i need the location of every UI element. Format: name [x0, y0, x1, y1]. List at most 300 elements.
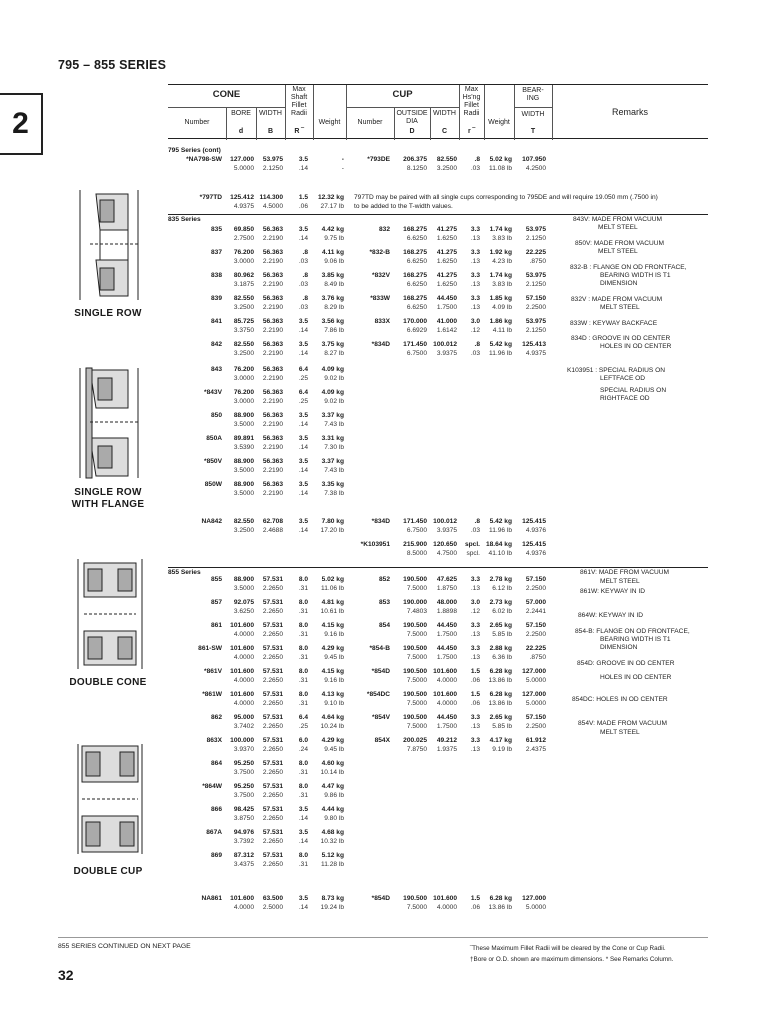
bore-value: 89.891 — [233, 435, 254, 442]
od-value: 171.450 — [403, 518, 427, 525]
wt-value: 3.75 kg — [321, 341, 344, 348]
bore-value: 88.900 — [233, 458, 254, 465]
C-value: 1.8898 — [436, 608, 457, 615]
bore-value: 3.8750 — [233, 815, 254, 822]
bearing-header-1: BEAR- — [522, 87, 544, 94]
width-value: 2.2650 — [262, 746, 283, 753]
od-value: 6.7500 — [406, 527, 427, 534]
wt-value: 9.06 lb — [324, 258, 344, 265]
width-value: 2.2190 — [262, 327, 283, 334]
width-value: 57.531 — [262, 668, 283, 675]
R-value: .31 — [298, 608, 308, 615]
wt-value: 9.75 lb — [324, 235, 344, 242]
wt-value: 7.43 lb — [324, 421, 344, 428]
R-value: .31 — [298, 700, 308, 707]
cwt-value: 3.83 lb — [492, 235, 512, 242]
cone-number: 857 — [210, 599, 222, 606]
cup-number: *834D — [371, 341, 390, 348]
R-value: .8 — [302, 249, 308, 256]
C-value: 1.6250 — [436, 258, 457, 265]
cone-number: *NA798-SW — [186, 156, 222, 163]
R-value: 8.0 — [298, 645, 308, 652]
cone-number: 843 — [210, 366, 222, 373]
wt-value: 9.86 lb — [324, 792, 344, 799]
r-value: .06 — [470, 677, 480, 684]
footer-rule — [58, 937, 708, 938]
C-value: 1.7500 — [436, 654, 457, 661]
T-value: .8750 — [529, 258, 546, 265]
R-value: 3.5 — [298, 156, 308, 163]
r-value: .06 — [470, 700, 480, 707]
bearing-width-header: WIDTH — [521, 111, 545, 118]
width-value: 56.363 — [262, 481, 283, 488]
od-value: 6.6250 — [406, 281, 427, 288]
cup-number: *854V — [372, 714, 390, 721]
wt-value: 9.45 lb — [324, 746, 344, 753]
remark-line: BEARING WIDTH IS T1 — [600, 636, 671, 643]
T-value: 125.415 — [522, 541, 546, 548]
width-value: 53.975 — [262, 156, 283, 163]
R-value: .14 — [298, 350, 308, 357]
r-value: 3.3 — [470, 622, 480, 629]
r-value: 3.3 — [470, 576, 480, 583]
diagram-label-line-1: SINGLE ROW — [74, 487, 142, 498]
od-value: 8.1250 — [406, 165, 427, 172]
T-value: 53.975 — [525, 272, 546, 279]
table-header — [168, 84, 708, 139]
wt-value: 11.28 lb — [321, 861, 344, 868]
cup-weight-header: Weight — [488, 119, 510, 126]
bore-value: 3.0000 — [233, 398, 254, 405]
r-value: 1.5 — [470, 668, 480, 675]
C-value: 41.275 — [436, 249, 457, 256]
C-value: 4.7500 — [436, 550, 457, 557]
cwt-value: 2.78 kg — [489, 576, 512, 583]
bore-value: 4.0000 — [233, 904, 254, 911]
wt-value: 4.42 kg — [321, 226, 344, 233]
T-value: 57.000 — [525, 599, 546, 606]
T-value: 107.950 — [522, 156, 546, 163]
cwt-value: 1.74 kg — [489, 226, 512, 233]
bore-value: 3.0000 — [233, 258, 254, 265]
R-value: .25 — [298, 375, 308, 382]
od-value: 7.5000 — [406, 654, 427, 661]
width-value: 2.2190 — [262, 235, 283, 242]
cup-number: 853 — [378, 599, 390, 606]
wt-value: 3.37 kg — [321, 458, 344, 465]
cone-number: 869 — [210, 852, 222, 859]
cwt-value: 6.28 kg — [489, 668, 512, 675]
bore-value: 88.900 — [233, 576, 254, 583]
T-value: 4.9376 — [525, 550, 546, 557]
cup-header: CUP — [392, 89, 413, 100]
remark-line: SPECIAL RADIUS ON — [600, 387, 667, 394]
bore-value: 125.412 — [230, 194, 254, 201]
cwt-value: 5.42 kg — [489, 518, 512, 525]
wt-value: 5.02 kg — [321, 576, 344, 583]
wt-value: 3.31 kg — [321, 435, 344, 442]
width-value: 57.531 — [262, 645, 283, 652]
cup-number: *832V — [372, 272, 390, 279]
width-value: 56.363 — [262, 318, 283, 325]
width-value: 2.2190 — [262, 281, 283, 288]
max-shaft-4: Radii — [291, 110, 307, 117]
wt-value: 11.06 lb — [321, 585, 344, 592]
cup-number: *793DE — [367, 156, 390, 163]
cwt-value: 4.23 lb — [492, 258, 512, 265]
bore-value: 98.425 — [233, 806, 254, 813]
bore-value: 95.250 — [233, 760, 254, 767]
od-value: 190.500 — [403, 895, 427, 902]
remark-line: MELT STEEL — [598, 224, 638, 231]
R-value: .8 — [302, 295, 308, 302]
cone-number: 835 — [210, 226, 222, 233]
cup-number-header: Number — [357, 119, 383, 126]
max-hsng-3: Fillet — [464, 102, 479, 109]
R-value: .14 — [298, 467, 308, 474]
od-value: 190.500 — [403, 622, 427, 629]
T-value: 2.4375 — [525, 746, 546, 753]
C-value: 41.000 — [436, 318, 457, 325]
width-value: 2.2650 — [262, 700, 283, 707]
remark-line: 832V : MADE FROM VACUUM — [571, 296, 663, 303]
wt-value: 7.30 lb — [324, 444, 344, 451]
r-value: 3.3 — [470, 295, 480, 302]
bore-value: 3.2500 — [233, 304, 254, 311]
od-value: 190.500 — [403, 645, 427, 652]
width-value: 2.2650 — [262, 792, 283, 799]
R-value: .14 — [298, 165, 308, 172]
T-value: 5.0000 — [525, 677, 546, 684]
width-value: 2.2650 — [262, 654, 283, 661]
max-shaft-3: Fillet — [291, 102, 307, 109]
width-value: 56.363 — [262, 249, 283, 256]
R-value: 8.0 — [298, 599, 308, 606]
C-value: 1.8750 — [436, 585, 457, 592]
T-value: 4.2500 — [525, 165, 546, 172]
r-value: .13 — [470, 654, 480, 661]
T-value: 22.225 — [525, 645, 546, 652]
R-value: .31 — [298, 677, 308, 684]
T-value: 22.225 — [525, 249, 546, 256]
R-value: 3.5 — [298, 481, 308, 488]
cone-number: 837 — [210, 249, 222, 256]
bore-value: 101.600 — [230, 691, 254, 698]
R-value: .14 — [298, 838, 308, 845]
max-hsng-2: Hs'ng — [462, 94, 481, 101]
C-value: 1.9375 — [436, 746, 457, 753]
cup-number: *854DC — [366, 691, 390, 698]
bore-value: 3.1875 — [233, 281, 254, 288]
wt-value: 3.35 kg — [321, 481, 344, 488]
C-value: 47.625 — [436, 576, 457, 583]
T-value: 2.2500 — [525, 585, 546, 592]
double-cup-diagram-icon — [70, 740, 150, 858]
bore-value: 3.2500 — [233, 350, 254, 357]
r-value: .12 — [470, 327, 480, 334]
T-value: 57.150 — [525, 295, 546, 302]
r-value: .03 — [470, 527, 480, 534]
width-value: 56.363 — [262, 458, 283, 465]
width-value: 62.708 — [262, 518, 283, 525]
bore-value: 101.600 — [230, 895, 254, 902]
r-value: .13 — [470, 746, 480, 753]
R-value: .14 — [298, 421, 308, 428]
wt-value: 7.86 lb — [324, 327, 344, 334]
width-value: 56.363 — [262, 272, 283, 279]
remark-line: 861W: KEYWAY IN ID — [580, 588, 645, 595]
wt-value: 9.10 lb — [324, 700, 344, 707]
od-value: 190.500 — [403, 714, 427, 721]
r-value: .13 — [470, 631, 480, 638]
outside-dia-2: DIA — [406, 118, 418, 125]
wt-value: 10.61 lb — [320, 608, 344, 615]
housing-radius-symbol: r ‾ — [468, 128, 475, 135]
od-value: 168.275 — [403, 272, 427, 279]
R-value: .14 — [298, 527, 308, 534]
cwt-value: 4.17 kg — [489, 737, 512, 744]
bore-value: 80.962 — [233, 272, 254, 279]
cup-number: 854 — [378, 622, 390, 629]
cone-number: 842 — [210, 341, 222, 348]
cone-number: 862 — [210, 714, 222, 721]
width-value: 2.2650 — [262, 769, 283, 776]
R-value: 3.5 — [298, 895, 308, 902]
wt-value: 3.85 kg — [321, 272, 344, 279]
T-value: 5.0000 — [525, 700, 546, 707]
wt-value: 8.27 lb — [324, 350, 344, 357]
cone-number: 841 — [210, 318, 222, 325]
cup-number: 854X — [374, 737, 390, 744]
r-value: .13 — [470, 304, 480, 311]
max-shaft-2: Shaft — [290, 94, 308, 101]
wt-value: 8.49 lb — [324, 281, 344, 288]
wt-value: 4.81 kg — [321, 599, 344, 606]
R-value: .14 — [298, 235, 308, 242]
wt-value: 8.73 kg — [321, 895, 344, 902]
od-value: 7.5000 — [406, 631, 427, 638]
remark-line: HOLES IN OD CENTER — [600, 674, 672, 681]
R-value: .31 — [298, 769, 308, 776]
C-value: 3.9375 — [436, 350, 457, 357]
r-value: .13 — [470, 585, 480, 592]
width-value: 56.363 — [262, 366, 283, 373]
remark-line: LEFTFACE OD — [600, 375, 646, 382]
r-value: 3.0 — [470, 599, 480, 606]
bore-value: 4.0000 — [233, 654, 254, 661]
width-value: 2.2650 — [262, 677, 283, 684]
footnote-1: ‾These Maximum Fillet Radii will be cleared by the Cone or Cup Radii. — [470, 945, 666, 952]
C-value: 82.550 — [436, 156, 457, 163]
remark-line: 861V: MADE FROM VACUUM — [580, 569, 670, 576]
width-value: 2.2190 — [262, 350, 283, 357]
r-value: 3.3 — [470, 737, 480, 744]
diagram-label-single-row-flange — [58, 487, 158, 511]
R-value: .31 — [298, 792, 308, 799]
r-value: .8 — [474, 156, 480, 163]
cwt-value: 9.19 lb — [492, 746, 512, 753]
C-value: 1.6250 — [436, 281, 457, 288]
wt-value: 7.80 kg — [321, 518, 344, 525]
od-value: 6.6250 — [406, 304, 427, 311]
wt-value: 10.24 lb — [320, 723, 344, 730]
remark-line: HOLES IN OD CENTER — [600, 343, 672, 350]
cwt-value: 5.42 kg — [489, 341, 512, 348]
r-value: 3.3 — [470, 272, 480, 279]
T-value: 53.975 — [525, 318, 546, 325]
cone-number: 855 — [210, 576, 222, 583]
cone-number: 838 — [210, 272, 222, 279]
od-value: 6.6250 — [406, 235, 427, 242]
wt-value: 7.43 lb — [324, 467, 344, 474]
outside-dia-header — [394, 110, 430, 126]
bore-value: 76.200 — [233, 389, 254, 396]
cwt-value: 6.28 kg — [489, 691, 512, 698]
remark-line: 850V: MADE FROM VACUUM — [575, 240, 665, 247]
width-value: 2.2650 — [262, 815, 283, 822]
R-value: 3.5 — [298, 829, 308, 836]
wt-value: 4.29 kg — [321, 737, 344, 744]
cup-width-header: WIDTH — [433, 110, 456, 117]
T-value: 53.975 — [525, 226, 546, 233]
bore-value: 100.000 — [230, 737, 254, 744]
T-value: 61.912 — [525, 737, 546, 744]
T-value: 2.2500 — [525, 631, 546, 638]
od-value: 7.4803 — [406, 608, 427, 615]
width-value: 2.2190 — [262, 258, 283, 265]
cwt-value: 1.92 kg — [489, 249, 512, 256]
C-value: 101.600 — [433, 895, 457, 902]
bore-header: BORE — [231, 110, 251, 117]
remark-line: DIMENSION — [600, 280, 638, 287]
cone-number: 850A — [206, 435, 222, 442]
wt-value: 4.29 kg — [321, 645, 344, 652]
T-value: 2.1250 — [525, 281, 546, 288]
od-value: 190.500 — [403, 668, 427, 675]
R-value: 3.5 — [298, 341, 308, 348]
bore-value: 69.850 — [233, 226, 254, 233]
group-label-855: 855 Series — [168, 569, 201, 576]
T-value: 2.2500 — [525, 304, 546, 311]
R-value: 8.0 — [298, 622, 308, 629]
wt-value: 4.09 kg — [321, 389, 344, 396]
r-value: .03 — [470, 165, 480, 172]
r-value: 3.3 — [470, 714, 480, 721]
bore-value: 3.0000 — [233, 375, 254, 382]
width-value: 57.531 — [262, 714, 283, 721]
od-value: 168.275 — [403, 295, 427, 302]
outside-dia-1: OUTSIDE — [396, 110, 428, 117]
cone-number: NA842 — [201, 518, 222, 525]
T-value: 4.9376 — [525, 527, 546, 534]
bore-value: 94.976 — [233, 829, 254, 836]
cwt-value: 5.85 lb — [492, 723, 512, 730]
cup-number: *833W — [370, 295, 390, 302]
wt-value: - — [341, 156, 344, 163]
cup-number: *832-B — [369, 249, 390, 256]
bore-value: 2.7500 — [233, 235, 254, 242]
cwt-value: 13.86 lb — [488, 677, 512, 684]
bore-value: 4.0000 — [233, 700, 254, 707]
R-value: .03 — [298, 304, 308, 311]
C-value: 3.2500 — [436, 165, 457, 172]
wt-value: 10.14 lb — [320, 769, 344, 776]
cup-number: *854D — [371, 668, 390, 675]
R-value: 3.5 — [298, 806, 308, 813]
C-value: 44.450 — [436, 714, 457, 721]
bore-value: 82.550 — [233, 518, 254, 525]
bore-value: 3.9370 — [233, 746, 254, 753]
C-value: 44.450 — [436, 295, 457, 302]
cone-number: *843V — [204, 389, 222, 396]
R-value: 1.5 — [298, 194, 308, 201]
width-value: 4.5000 — [262, 203, 283, 210]
T-value: 57.150 — [525, 622, 546, 629]
od-value: 168.275 — [403, 226, 427, 233]
cone-number: 866 — [210, 806, 222, 813]
max-hsng-header — [459, 86, 484, 118]
wt-value: 12.32 kg — [317, 194, 344, 201]
double-cone-diagram-icon — [70, 555, 150, 673]
T-value: 5.0000 — [525, 904, 546, 911]
cwt-value: 13.86 lb — [488, 700, 512, 707]
od-value: 190.500 — [403, 691, 427, 698]
bore-symbol: d — [238, 128, 244, 135]
group-divider-835 — [168, 214, 708, 215]
wt-value: 9.80 lb — [324, 815, 344, 822]
bore-value: 3.5000 — [233, 421, 254, 428]
cup-number: *854D — [371, 895, 390, 902]
C-value: 1.6142 — [436, 327, 457, 334]
C-value: 1.7500 — [436, 631, 457, 638]
pairing-note: to be added to the T-width values. — [354, 203, 453, 210]
R-value: 3.5 — [298, 226, 308, 233]
width-value: 2.2190 — [262, 398, 283, 405]
remark-line: BEARING WIDTH IS T1 — [600, 272, 671, 279]
cwt-value: 13.86 lb — [488, 904, 512, 911]
bore-value: 4.9375 — [233, 203, 254, 210]
wt-value: 4.68 kg — [321, 829, 344, 836]
page-number: 32 — [58, 967, 74, 983]
cone-number: 839 — [210, 295, 222, 302]
C-value: 101.600 — [433, 668, 457, 675]
T-value: 127.000 — [522, 668, 546, 675]
od-value: 190.500 — [403, 576, 427, 583]
wt-value: 7.38 lb — [324, 490, 344, 497]
C-value: 4.0000 — [436, 700, 457, 707]
single-row-flange-diagram-icon — [70, 364, 150, 482]
R-value: 3.5 — [298, 518, 308, 525]
C-value: 4.0000 — [436, 677, 457, 684]
cwt-value: 1.86 kg — [489, 318, 512, 325]
bore-value: 127.000 — [230, 156, 254, 163]
group-label-835: 835 Series — [168, 216, 201, 223]
R-value: .14 — [298, 327, 308, 334]
wt-value: 27.17 lb — [320, 203, 344, 210]
bearing-header — [514, 87, 552, 103]
R-value: 6.0 — [298, 737, 308, 744]
width-value: 56.363 — [262, 435, 283, 442]
width-value: 56.363 — [262, 341, 283, 348]
wt-value: 4.60 kg — [321, 760, 344, 767]
cone-number: *861W — [202, 691, 222, 698]
bore-value: 3.7402 — [233, 723, 254, 730]
T-value: 125.415 — [522, 518, 546, 525]
r-value: .06 — [470, 904, 480, 911]
wt-value: 17.20 lb — [320, 527, 344, 534]
cone-number: 861 — [210, 622, 222, 629]
od-value: 215.900 — [403, 541, 427, 548]
